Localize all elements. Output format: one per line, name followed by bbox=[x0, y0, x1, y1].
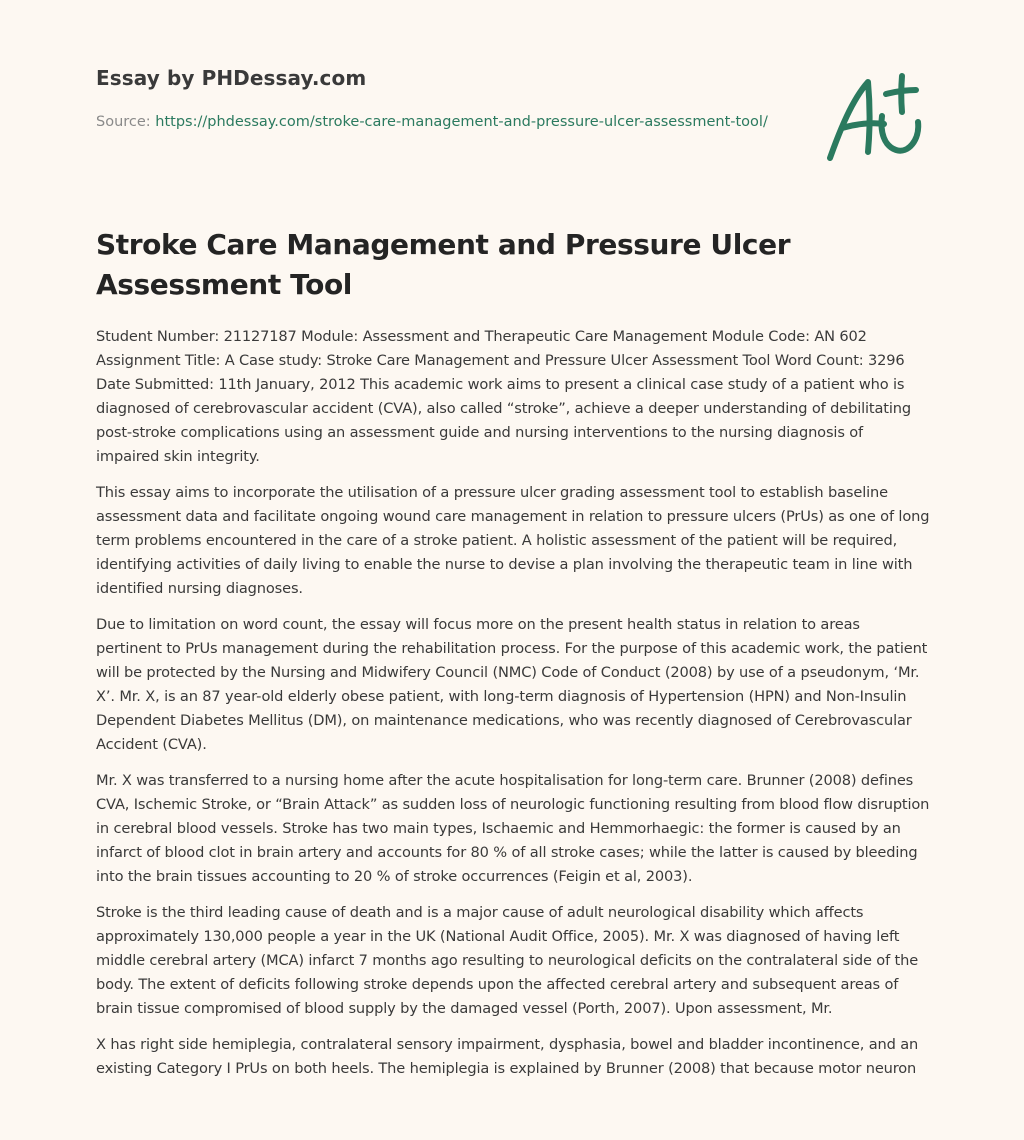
paragraph: Mr. X was transferred to a nursing home after the acute hospitalisation for long-term care. Brunner (2008) defines CVA, Ischemic Stroke, or “Brain Attack” as sudden loss of neurologic functioning resulting from blood flow disruption in cerebral blood vessels. Stroke has two main types, Ischaemic and Hemmorhaegic: the former is caused by an infarct of blood clot in brain artery and accounts for 80 % of all stroke cases; while the latter is caused by bleeding into the brain tissues accounting to 20 % of stroke occurrences (Feigin et al, 2003). bbox=[96, 772, 930, 885]
source-line bbox=[96, 111, 786, 134]
site-name: Essay by PHDessay.com bbox=[96, 66, 367, 90]
paragraph: This essay aims to incorporate the utilisation of a pressure ulcer grading assessment tool to establish baseline assessment data and facilitate ongoing wound care management in relation to pressure ulcers (PrUs) as one of long term problems encountered in the care of a stroke patient. A holistic assessment of the patient will be required, identifying activities of daily living to enable the nurse to devise a plan involving the therapeutic team in line with identified nursing diagnoses. bbox=[96, 484, 930, 597]
paragraph: X has right side hemiplegia, contralateral sensory impairment, dysphasia, bowel and bladder incontinence, and an existing Category I PrUs on both heels. The hemiplegia is explained by Brunner (2008) that because motor neuron bbox=[96, 1036, 919, 1077]
a-plus-logo-icon bbox=[822, 70, 928, 166]
paragraph: Stroke is the third leading cause of death and is a major cause of adult neurological disability which affects approximately 130,000 people a year in the UK (National Audit Office, 2005). Mr. X was diagnosed of having left middle cerebral artery (MCA) infarct 7 months ago resulting to neurological deficits on the contralateral side of the body. The extent of deficits following stroke depends upon the affected cerebral artery and subsequent areas of brain tissue compromised of blood supply by the damaged vessel (Porth, 2007). Upon assessment, Mr. bbox=[96, 904, 919, 1017]
source-label: Source: bbox=[96, 114, 151, 130]
source-link[interactable]: https://phdessay.com/stroke-care-management-and-pressure-ulcer-assessment-tool/ bbox=[155, 114, 768, 130]
paragraph: Due to limitation on word count, the essay will focus more on the present health status in relation to areas pertinent to PrUs management during the rehabilitation process. For the purpose of this academic work, the patient will be protected by the Nursing and Midwifery Council (NMC) Code of Conduct (2008) by use of a pseudonym, ‘Mr. X’. Mr. X, is an 87 year-old elderly obese patient, with long-term diagnosis of Hypertension (HPN) and Non-Insulin Dependent Diabetes Mellitus (DM), on maintenance medications, who was recently diagnosed of Cerebrovascular Accident (CVA). bbox=[96, 616, 928, 753]
article-title: Stroke Care Management and Pressure Ulcer Assessment Tool bbox=[96, 228, 791, 301]
article-body bbox=[96, 325, 930, 1093]
paragraph: Student Number: 21127187 Module: Assessment and Therapeutic Care Management Module Code: AN 602 Assignment Title: A Case study: Stroke Care Management and Pressure Ulcer Assessment Tool Word Count: 3296 Date Submitted: 11th January, 2012 This academic work aims to present a clinical case study of a patient who is diagnosed of cerebrovascular accident (CVA), also called “stroke”, achieve a deeper understanding of debilitating post-stroke complications using an assessment guide and nursing interventions to the nursing diagnosis of impaired skin integrity. bbox=[96, 328, 911, 465]
